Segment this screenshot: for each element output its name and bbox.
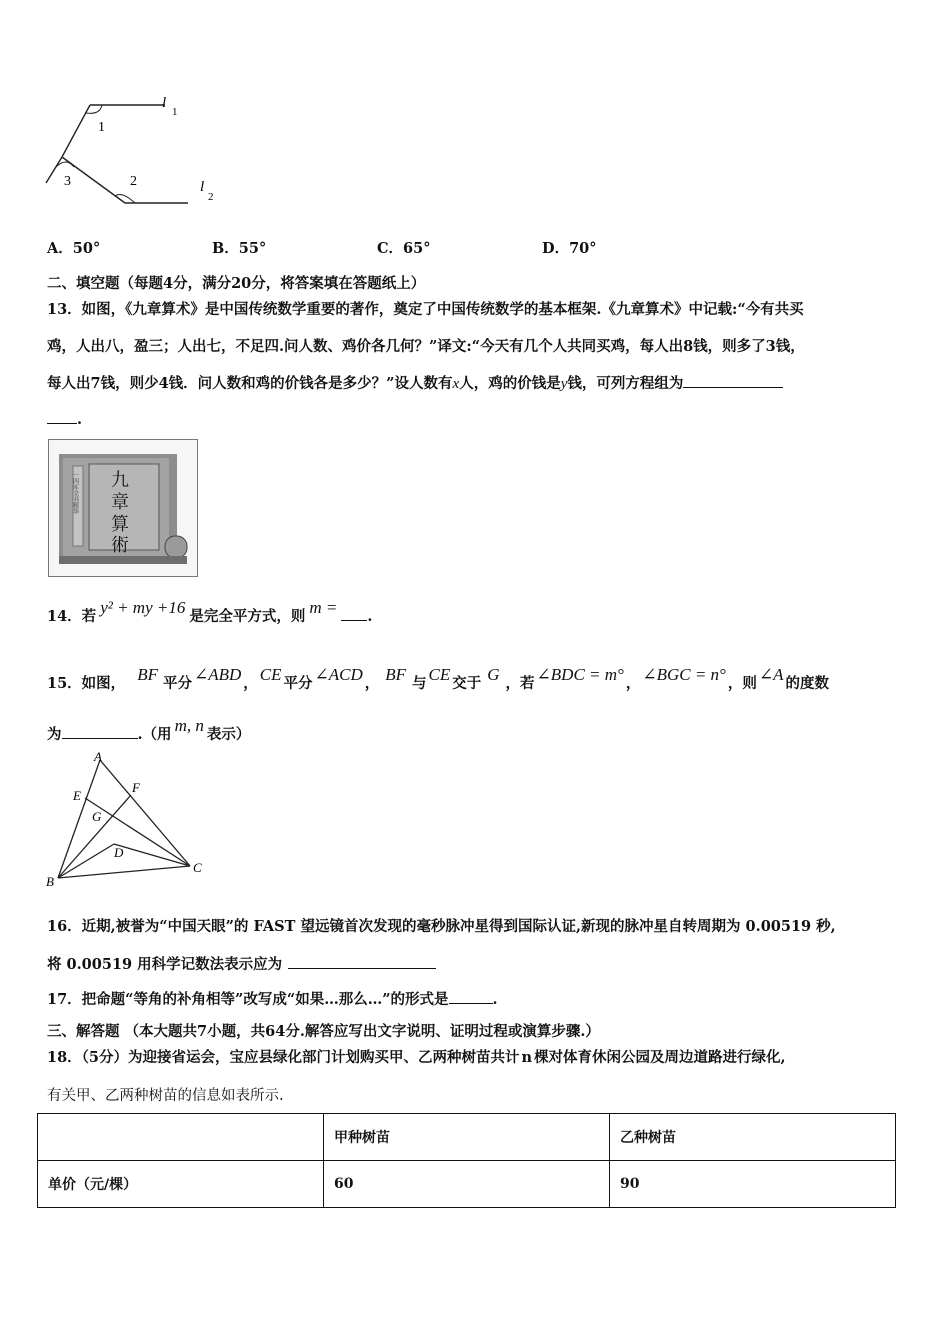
choice-b: B．55°	[212, 240, 267, 257]
q17-answer-blank	[449, 989, 493, 1004]
line-l2-label: l	[200, 179, 205, 195]
vertex-e-label: E	[73, 788, 81, 803]
line-l2-subscript: 2	[208, 191, 214, 203]
q14-line: 14．若 y² + my +16 是完全平方式，则 m = .	[47, 598, 373, 625]
q16-line2: 将 0.00519 用科学记数法表示应为	[47, 953, 436, 974]
vertex-c-label: C	[193, 860, 202, 875]
choice-c: C．65°	[377, 240, 431, 257]
q15-answer-blank	[62, 724, 138, 739]
line-l1-subscript: 1	[172, 106, 178, 118]
q18-line2: 有关甲、乙两种树苗的信息如表所示.	[47, 1088, 284, 1104]
line-l1-label: l	[162, 95, 167, 111]
book-char-2: 章	[111, 492, 129, 513]
q15-line2: 为 .（用 m, n 表示）	[47, 716, 251, 743]
book-char-1: 九	[111, 470, 129, 491]
q13-line3: 每人出7钱，则少4钱．问人数和鸡的价钱各是多少？”设人数有x人，鸡的价钱是y钱，可列方程组为	[47, 372, 783, 393]
q13-answer-blank	[683, 373, 783, 388]
section2-heading: 二、填空题（每题4分，满分20分，将答案填在答题纸上）	[47, 275, 426, 292]
q16-answer-blank	[288, 954, 436, 969]
table-cell: 90	[610, 1161, 896, 1208]
q13-line1: 13．如图，《九章算术》是中国传统数学重要的著作，奠定了中国传统数学的基本框架.《九章算术》中记载:“今有共买	[47, 301, 804, 318]
parallel-lines-figure	[40, 95, 230, 215]
vertex-b-label: B	[46, 874, 54, 889]
book-char-3: 算	[111, 514, 129, 535]
nine-chapters-book-photo	[48, 439, 198, 577]
angle-1-label: 1	[98, 120, 105, 135]
table-cell: 60	[324, 1161, 610, 1208]
book-side-text: 一四库全书精华	[71, 472, 79, 514]
vertex-d-label: D	[114, 845, 124, 860]
q13-line4: .	[47, 409, 82, 428]
table-cell	[38, 1114, 324, 1161]
q18-line1: 18．（5分）为迎接省运会，宝应县绿化部门计划购买甲、乙两种树苗共计 n 棵对体育休闲公园及周边道路进行绿化,	[47, 1049, 786, 1066]
angle-2-label: 2	[130, 174, 137, 189]
tree-price-table	[37, 1113, 896, 1208]
choice-a: A．50°	[47, 240, 101, 257]
table-cell: 甲种树苗	[324, 1114, 610, 1161]
table-cell: 乙种树苗	[610, 1114, 896, 1161]
q16-line1: 16．近期,被誉为“中国天眼”的 FAST 望远镜首次发现的毫秒脉冲星得到国际认证,新现的脉冲星自转周期为 0.00519 秒,	[47, 918, 836, 935]
choice-d: D．70°	[542, 240, 597, 257]
q13-line2: 鸡，人出八，盈三；人出七，不足四.问人数、鸡价各几何？”译文:“今天有几个人共同买鸡，每人出8钱，则多了3钱，	[47, 338, 805, 355]
table-header-row	[38, 1114, 896, 1161]
section3-heading: 三、解答题 （本大题共7小题，共64分.解答应写出文字说明、证明过程或演算步骤.）	[47, 1023, 600, 1040]
q13-answer-blank-cont	[47, 409, 77, 424]
q17-line: 17．把命题“等角的补角相等”改写成“如果…那么…”的形式是 .	[47, 991, 498, 1008]
q14-answer-blank	[341, 606, 367, 621]
vertex-f-label: F	[132, 780, 140, 795]
vertex-g-label: G	[92, 809, 102, 824]
vertex-a-label: A	[94, 749, 102, 764]
triangle-figure	[40, 748, 215, 893]
q15-line1: 15．如图， BF 平分 ∠ABD ， CE 平分 ∠ACD ， BF 与 CE 交于 G ，若 ∠BDC = m° ， ∠BGC = n° ，则 ∠A 的度数	[47, 665, 829, 692]
angle-3-label: 3	[64, 174, 71, 189]
table-cell: 单价（元/棵）	[38, 1161, 324, 1208]
book-char-4: 術	[111, 535, 129, 556]
table-row	[38, 1161, 896, 1208]
